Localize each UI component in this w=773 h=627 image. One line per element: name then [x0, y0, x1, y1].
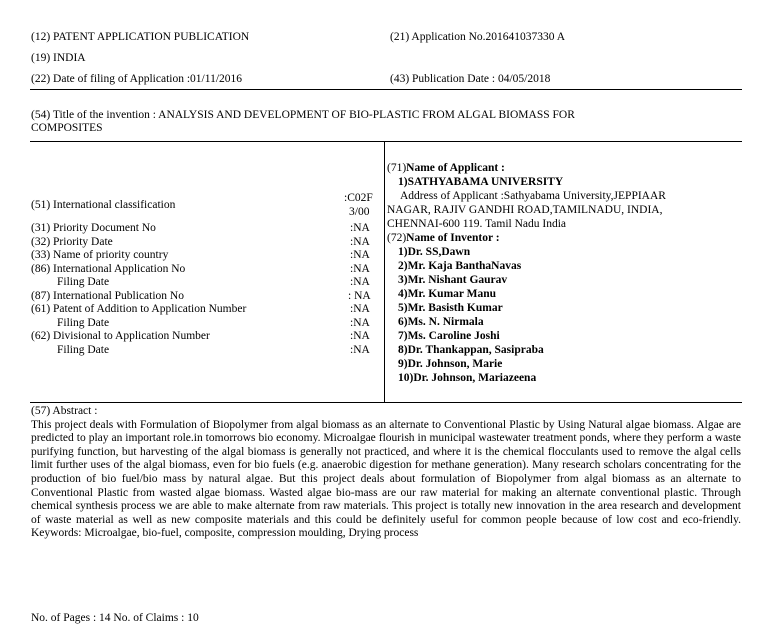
intl-classification-value-cont: 3/00 [349, 206, 370, 218]
row-value: :NA [350, 262, 370, 275]
inventor-name: 3)Mr. Nishant Gaurav [398, 274, 508, 286]
pages-claims-count: No. of Pages : 14 No. of Claims : 10 [31, 612, 199, 624]
row-label: (86) International Application No [31, 262, 186, 275]
row-value: :NA [350, 235, 370, 248]
publication-date: (43) Publication Date : 04/05/2018 [390, 73, 551, 85]
inventor-name: 9)Dr. Johnson, Marie [398, 358, 503, 370]
row-value: :NA [350, 343, 370, 356]
abstract-text: This project deals with Formulation of Biopolymer from algal biomass as an alternate to Conventional Plastic by Using Natural algae biomass. Algae are predicted to play an important role.in tomorrows bio economy. Microalgae flourish in municipal wastewater treatment ponds, where they perform a waste purifying function, but harvesting of the algal biomass is generally not practiced, and where it is the chemical flocculants used to remove the algal cells limit further uses of the algal biomass, even for bio fuels (e.g. anaerobic digestion for methane generation). Many research scholars concentrating for the production of bio fuel/bio mass by natural algae. But this project deals about formulation of Biopolymer from algal biomass as an alternate to Conventional Plastic from wasted algae biomass. Wasted algae bio-mass are our raw material for making an alternate conventional plastic. Through chemical synthesis process we are able to make alternate from raw materials. This project is totally new innovation in the area research and development of waste material as well as new composite materials and this could be definitely useful for common people because of low cost and eco-friendly. Keywords: Microalgae, bio-fuel, composite, compression moulding, Drying process [31, 418, 741, 540]
row-label: Filing Date [57, 343, 110, 356]
applicant-name: 1)SATHYABAMA UNIVERSITY [398, 176, 564, 188]
row-label: (32) Priority Date [31, 235, 113, 248]
header-divider [30, 89, 742, 90]
inventor-name: 6)Ms. N. Nirmala [398, 316, 484, 328]
abstract-divider [30, 402, 742, 403]
inventor-name: 1)Dr. SS,Dawn [398, 246, 471, 258]
intl-classification-value: :C02F [344, 192, 373, 204]
row-value: :NA [350, 316, 370, 329]
filing-date: (22) Date of filing of Application :01/11/2016 [31, 73, 243, 85]
country: (19) INDIA [31, 52, 86, 64]
abstract-heading: (57) Abstract : [31, 405, 98, 417]
row-label: Filing Date [57, 316, 110, 329]
row-label: (62) Divisional to Application Number [31, 330, 210, 342]
applicant-address-line: NAGAR, RAJIV GANDHI ROAD,TAMILNADU, INDIA, [387, 204, 663, 216]
row-label: (31) Priority Document No [31, 222, 156, 234]
row-value: :NA [350, 303, 370, 315]
table-row [31, 344, 381, 358]
table-row [31, 222, 381, 236]
row-value: :NA [350, 330, 370, 342]
applicant-heading-number: (71) [387, 162, 407, 174]
inventor-heading [387, 232, 500, 246]
inventor-name: 10)Dr. Johnson, Mariazeena [398, 372, 537, 384]
table-row [31, 236, 381, 250]
inventor-name: 8)Dr. Thankappan, Sasipraba [398, 344, 544, 356]
row-label: (61) Patent of Addition to Application Number [31, 303, 247, 315]
inventor-name: 7)Ms. Caroline Joshi [398, 330, 500, 342]
row-value: : NA [348, 289, 371, 302]
row-value: :NA [350, 222, 370, 234]
table-row [31, 330, 381, 344]
applicant-address-line: Address of Applicant :Sathyabama University,JEPPIAAR [400, 190, 666, 202]
intl-classification-label: (51) International classification [31, 199, 176, 211]
applicant-heading-label: Name of Applicant : [406, 162, 505, 174]
application-number: (21) Application No.201641037330 A [390, 31, 566, 43]
title-divider [30, 141, 742, 142]
table-row [31, 303, 381, 317]
row-label: (33) Name of priority country [31, 249, 169, 261]
row-label: (87) International Publication No [31, 289, 184, 302]
invention-title-line-1: (54) Title of the invention : ANALYSIS AND DEVELOPMENT OF BIO-PLASTIC FROM ALGAL BIOMASS FOR [31, 109, 575, 121]
inventor-name: 4)Mr. Kumar Manu [398, 288, 497, 300]
table-row [31, 290, 381, 304]
row-value: :NA [350, 249, 370, 261]
inventor-heading-number: (72) [387, 232, 407, 244]
row-value: :NA [350, 276, 370, 288]
row-label: Filing Date [57, 276, 110, 288]
publication-type: (12) PATENT APPLICATION PUBLICATION [31, 31, 250, 43]
invention-title-line-2: COMPOSITES [31, 122, 103, 134]
applicant-heading [387, 162, 505, 176]
table-row [31, 317, 381, 331]
table-row [31, 249, 381, 263]
inventor-heading-label: Name of Inventor : [406, 232, 500, 244]
column-divider [384, 141, 385, 402]
table-row [31, 276, 381, 290]
inventor-name: 2)Mr. Kaja BanthaNavas [398, 260, 522, 272]
bibliographic-rows [31, 222, 381, 357]
applicant-address-line: CHENNAI-600 119. Tamil Nadu India [387, 218, 567, 230]
abstract-section [31, 405, 741, 541]
table-row [31, 263, 381, 277]
inventor-name: 5)Mr. Basisth Kumar [398, 302, 503, 314]
